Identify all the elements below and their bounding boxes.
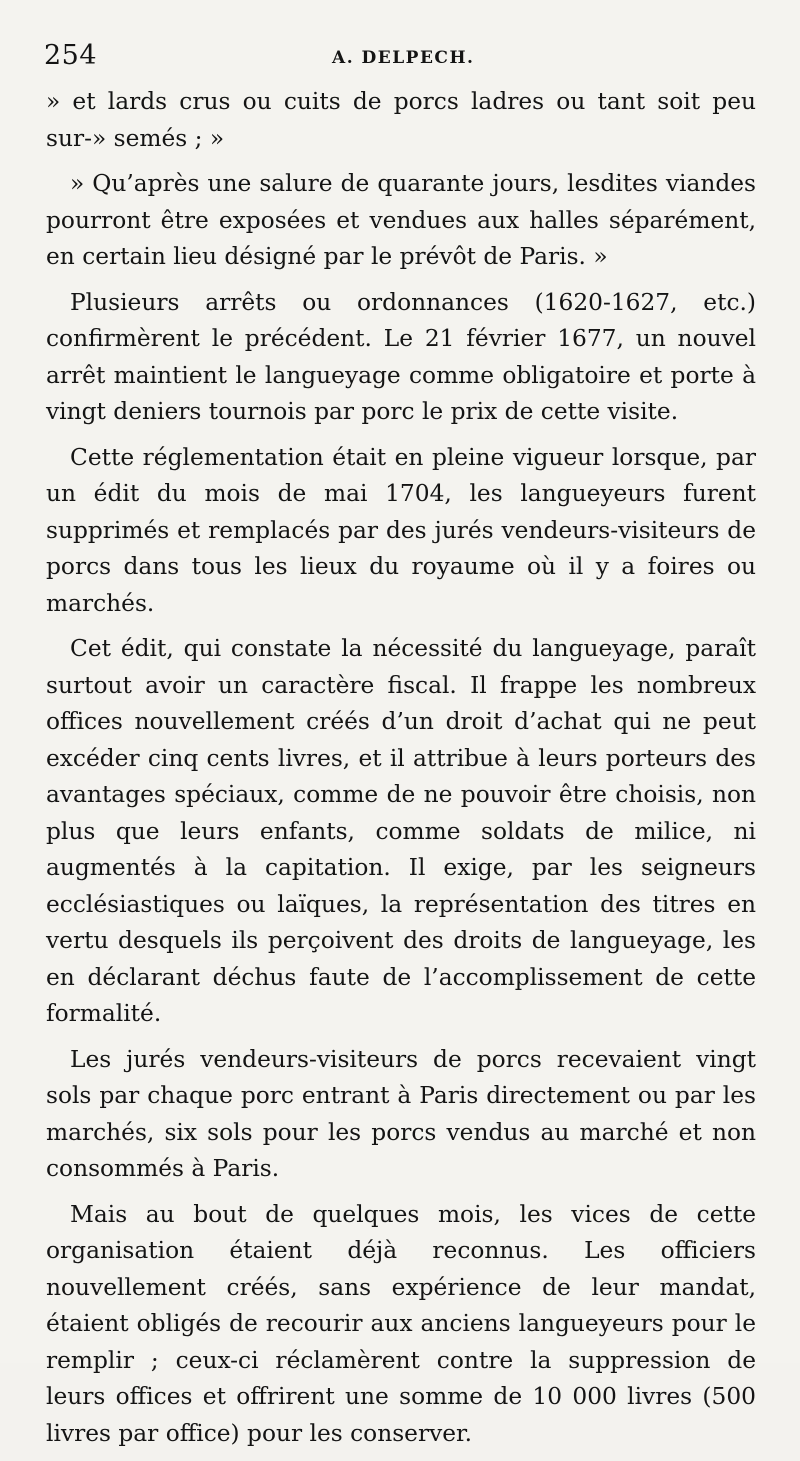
page-number: 254 xyxy=(44,40,98,71)
paragraph-edit: Cet édit, qui constate la nécessité du langueyage, paraît surtout avoir un caractère fiscal. Il frappe les nombreux offices nouvellement créés d’un droit d’achat qui ne peut excéder cinq cents livres, et il attribue à leurs porteurs des avantages spéciaux, comme de ne pouvoir être choisis, non plus que leurs enfants, comme soldats de milice, ni augmentés à la capitation. Il exige, par les seigneurs ecclésiastiques ou laïques, la représentation des titres en vertu desquels ils perçoivent des droits de langueyage, les en déclarant déchus faute de l’accomplissement de cette formalité. xyxy=(46,635,756,1027)
running-head: A. DELPECH. xyxy=(332,48,475,68)
paragraph-vices: Mais au bout de quelques mois, les vices de cette organisation étaient déjà reconnus. Les officiers nouvellement créés, sans expérience de leur mandat, étaient obligés de recourir aux anciens langueyeurs pour le remplir ; ceux-ci réclamèrent contre la suppression de leurs offices et offrirent une somme de 10 000 livres (500 livres par office) pour les conserver. xyxy=(46,1200,756,1447)
page-header xyxy=(44,40,756,76)
body-text xyxy=(46,84,756,1461)
paragraph-quote-end: » et lards crus ou cuits de porcs ladres ou tant soit peu sur-» semés ; » xyxy=(46,88,756,152)
paragraph-arrets: Plusieurs arrêts ou ordonnances (1620-1627, etc.) confirmèrent le précédent. Le 21 février 1677, un nouvel arrêt maintient le langueyage comme obligatoire et porte à vingt deniers tournois par porc le prix de cette visite. xyxy=(46,288,756,425)
paragraph-jures: Les jurés vendeurs-visiteurs de porcs recevaient vingt sols par chaque porc entrant à Paris directement ou par les marchés, six sols pour les porcs vendus au marché et non consommés à Paris. xyxy=(46,1045,756,1182)
paragraph-reglementation: Cette réglementation était en pleine vigueur lorsque, par un édit du mois de mai 1704, les langueyeurs furent supprimés et remplacés par des jurés vendeurs-visiteurs de porcs dans tous les lieux du royaume où il y a foires ou marchés. xyxy=(46,443,756,617)
paragraph-quote-salure: » Qu’après une salure de quarante jours, lesdites viandes pourront être exposées et vendues aux halles séparément, en certain lieu désigné par le prévôt de Paris. » xyxy=(46,170,756,270)
